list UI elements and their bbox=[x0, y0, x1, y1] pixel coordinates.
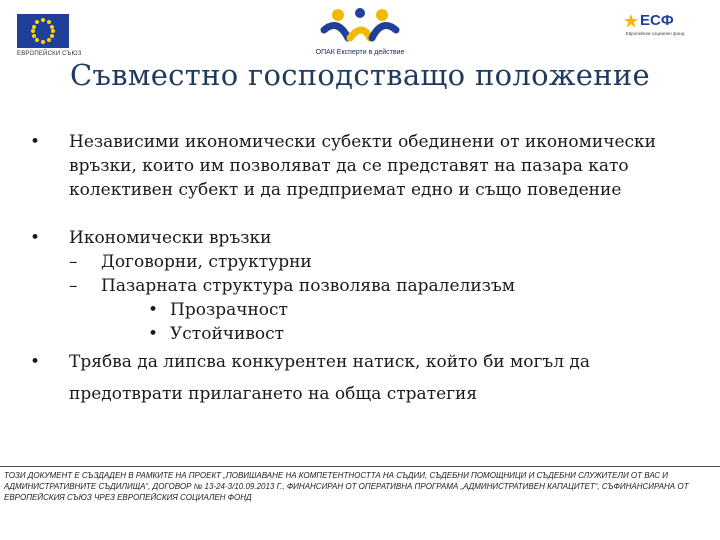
subsub-bullet-item bbox=[30, 298, 690, 322]
esf-caption: Европейски социален фонд bbox=[625, 31, 685, 36]
eu-logo bbox=[17, 14, 82, 57]
opak-caption: ОПАК Експерти в действие bbox=[315, 49, 405, 56]
subsub-bullet-text: Устойчивост bbox=[170, 324, 285, 344]
sub-bullet-item bbox=[30, 274, 690, 298]
bullet-icon: • bbox=[30, 132, 41, 152]
opak-logo bbox=[310, 8, 410, 56]
sub-bullet-text: Договорни, структурни bbox=[101, 252, 312, 272]
bullet-icon: • bbox=[148, 300, 159, 320]
slide-body bbox=[30, 130, 690, 410]
subsub-bullet-item bbox=[30, 322, 690, 346]
bullet-item bbox=[30, 130, 690, 202]
footer-text: ТОЗИ ДОКУМЕНТ Е СЪЗДАДЕН В РАМКИТЕ НА ПРОЕКТ „ПОВИШАВАНЕ НА КОМПЕТЕНТНОСТТА НА СЪДИИ, СЪДЕБНИ ПОМОЩНИЦИ И СЪДЕБНИ СЛУЖИТЕЛИ ОТ ВАС И АДМИНИСТРАТИВНИТЕ СЪДИЛИЩА“, ДОГОВОР № 13-24-3/10.09.2013 Г., ФИНАНСИРАН ОТ ОПЕРАТИВНА ПРОГРАМА „АДМИНИСТРАТИВЕН КАПАЦИТЕТ“, СЪФИНАНСИРАНА ОТ ЕВРОПЕЙСКИЯ СЪЮЗ ЧРЕЗ ЕВРОПЕЙСКИЯ СОЦИАЛЕН ФОНД bbox=[4, 471, 689, 502]
sub-bullet-text: Пазарната структура позволява паралелизъм bbox=[101, 276, 515, 296]
bullet-text: Икономически връзки bbox=[69, 228, 272, 248]
footer-divider bbox=[0, 466, 720, 467]
subsub-bullet-text: Прозрачност bbox=[170, 300, 288, 320]
dash-icon: – bbox=[69, 252, 78, 272]
bullet-icon: • bbox=[148, 324, 159, 344]
page-title: Съвместно господстващо положение bbox=[70, 58, 650, 92]
star-icon bbox=[624, 14, 638, 28]
bullet-text: Трябва да липсва конкурентен натиск, който би могъл да предотврати прилагането на обща стратегия bbox=[69, 352, 591, 404]
eu-caption: ЕВРОПЕЙСКИ СЪЮЗ bbox=[17, 51, 82, 57]
bullet-item bbox=[30, 226, 690, 250]
opak-figures-icon bbox=[320, 8, 400, 44]
dash-icon: – bbox=[69, 276, 78, 296]
bullet-icon: • bbox=[30, 228, 41, 248]
bullet-icon: • bbox=[30, 352, 41, 372]
sub-bullet-item bbox=[30, 250, 690, 274]
bullet-item bbox=[30, 346, 690, 410]
esf-label: ЕСФ bbox=[640, 12, 674, 29]
esf-logo bbox=[624, 12, 686, 37]
eu-flag-icon bbox=[17, 14, 69, 48]
bullet-text: Независими икономически субекти обединени от икономически връзки, които им позволяват да се представят на пазара като колективен субект и да предприемат едно и също поведение bbox=[69, 132, 656, 200]
